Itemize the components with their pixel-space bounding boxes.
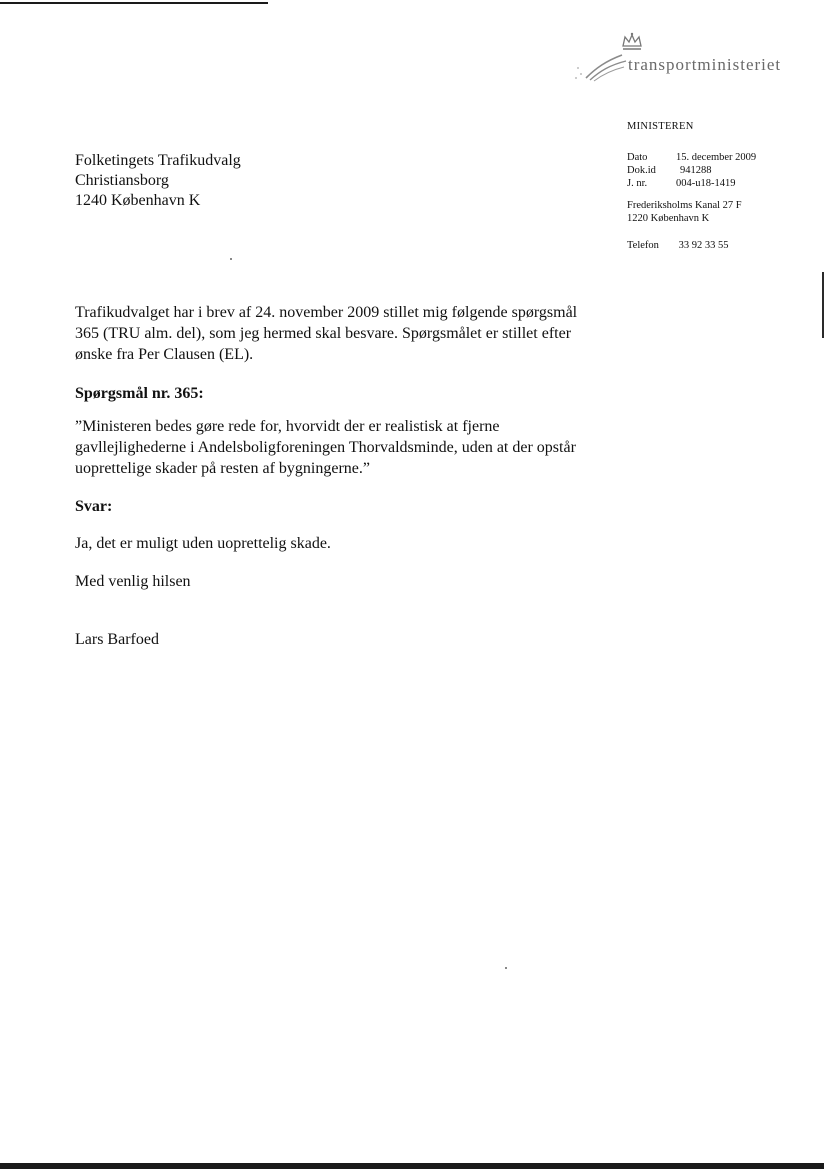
intro-line: Trafikudvalget har i brev af 24. november 2009 stillet mig følgende spørgsmål — [75, 304, 578, 321]
ministry-logo — [572, 32, 792, 84]
logo-wordmark: transportministeriet — [628, 55, 782, 74]
recipient-line: Christiansborg — [75, 172, 169, 189]
document-meta — [627, 151, 756, 190]
swoosh-icon — [572, 48, 630, 82]
sender-address — [627, 199, 742, 225]
meta-row-date — [627, 151, 756, 164]
question-line: uoprettelige skader på resten af bygningerne.” — [75, 460, 370, 477]
scan-edge-top — [0, 2, 268, 4]
intro-paragraph — [75, 302, 595, 365]
phone-value: 33 92 33 55 — [678, 240, 729, 251]
meta-row-docid — [627, 164, 756, 177]
meta-label: Dok.id — [627, 165, 656, 176]
question-line: gavllejlighederne i Andelsboligforeningen Thorvaldsminde, uden at der opstår — [75, 439, 576, 456]
meta-value: 15. december 2009 — [676, 152, 757, 163]
meta-label: Dato — [627, 152, 648, 163]
scan-speck — [230, 258, 232, 260]
answer-heading: Svar: — [75, 498, 113, 515]
recipient-address — [75, 151, 241, 211]
closing-text: Med venlig hilsen — [75, 573, 191, 590]
meta-value: 941288 — [680, 165, 712, 176]
sender-title: MINISTEREN — [627, 121, 694, 132]
intro-line: ønske fra Per Clausen (EL). — [75, 346, 254, 363]
sender-address-line: 1220 København K — [627, 213, 710, 224]
sender-phone — [627, 240, 729, 251]
scan-speck — [505, 967, 507, 969]
phone-label: Telefon — [627, 240, 659, 251]
question-line: ”Ministeren bedes gøre rede for, hvorvidt der er realistisk at fjerne — [75, 418, 500, 435]
question-heading: Spørgsmål nr. 365: — [75, 385, 204, 402]
answer-text: Ja, det er muligt uden uoprettelig skade. — [75, 535, 331, 552]
meta-label: J. nr. — [627, 178, 648, 189]
meta-row-journal — [627, 177, 756, 190]
recipient-line: 1240 København K — [75, 192, 201, 209]
question-text — [75, 416, 595, 479]
sender-address-line: Frederiksholms Kanal 27 F — [627, 200, 742, 211]
recipient-line: Folketingets Trafikudvalg — [75, 152, 241, 169]
meta-value: 004-u18-1419 — [676, 178, 736, 189]
signature-name: Lars Barfoed — [75, 631, 159, 648]
scan-edge-bottom — [0, 1163, 824, 1169]
intro-line: 365 (TRU alm. del), som jeg hermed skal besvare. Spørgsmålet er stillet efter — [75, 325, 572, 342]
